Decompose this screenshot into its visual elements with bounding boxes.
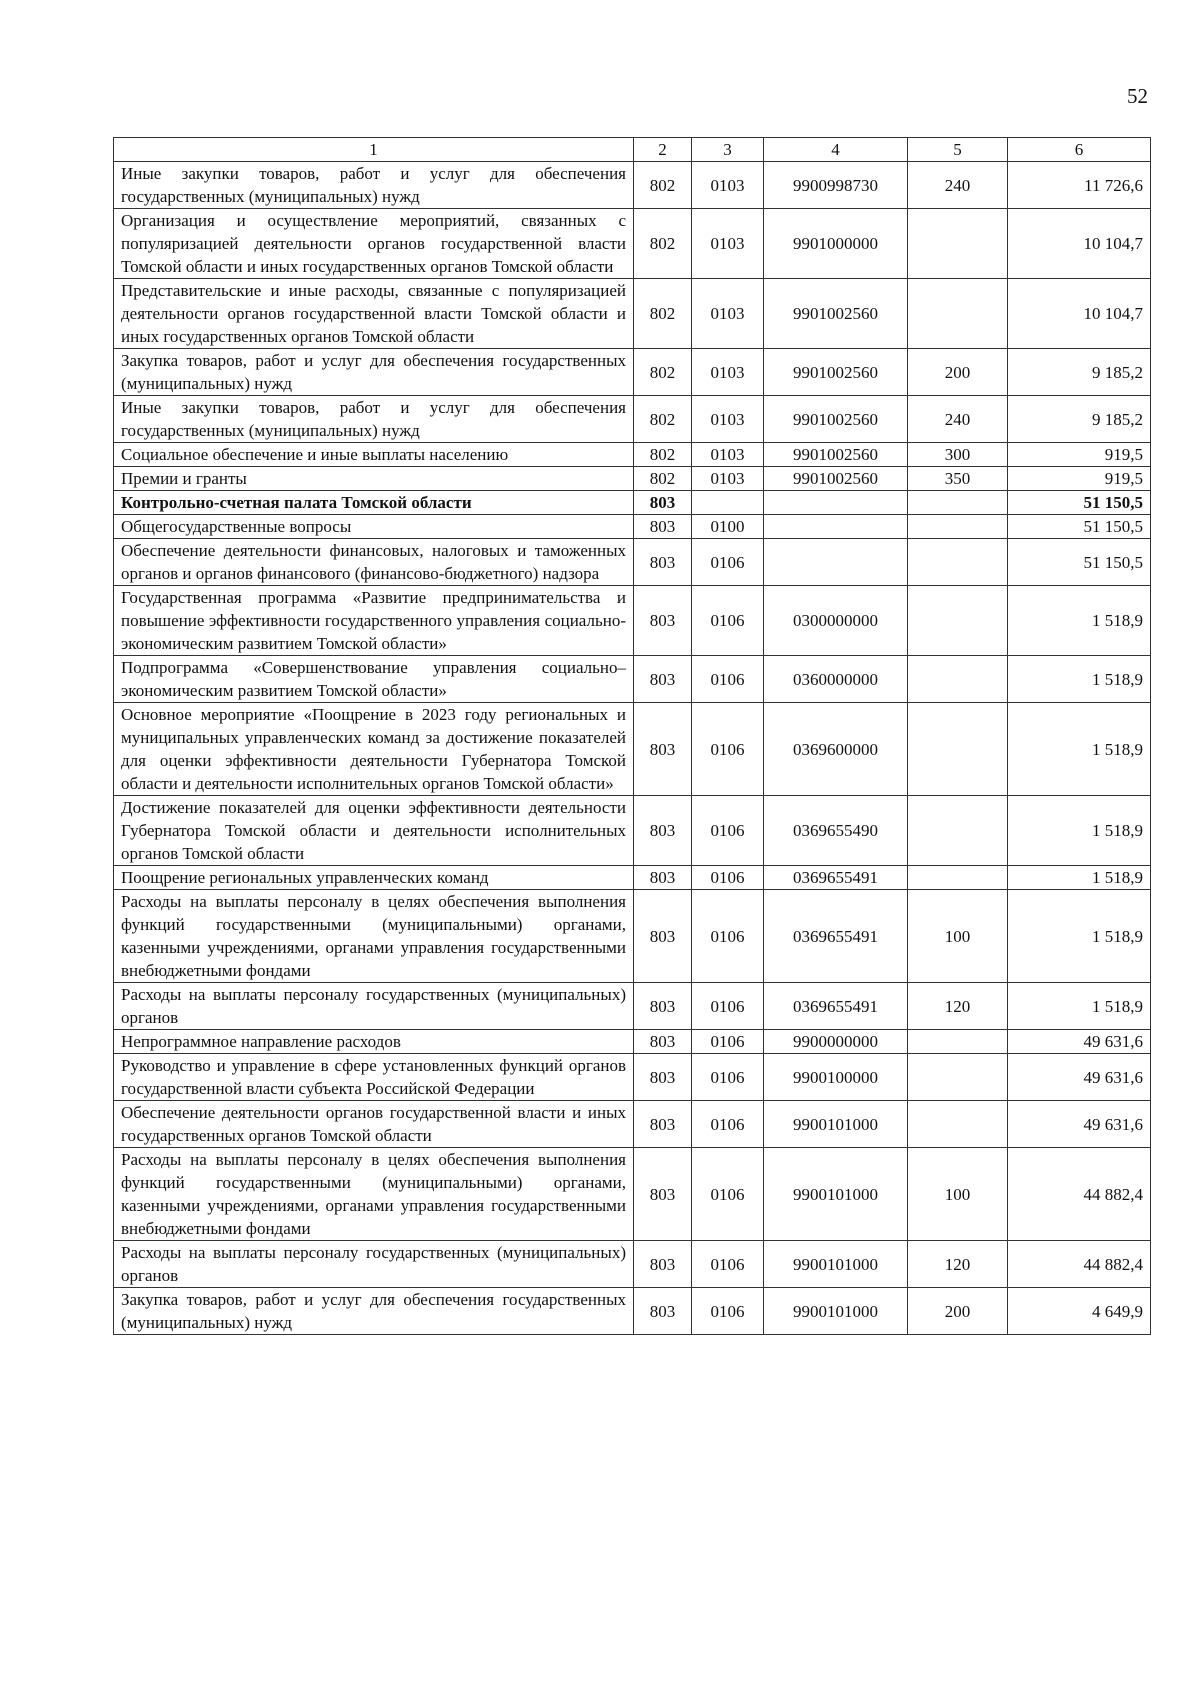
row-target-article: 9900000000 xyxy=(764,1030,908,1054)
row-target-article: 0360000000 xyxy=(764,656,908,703)
row-name: Иные закупки товаров, работ и услуг для обеспечения государственных (муниципальных) нужд xyxy=(114,396,634,443)
table-row xyxy=(114,1241,1151,1288)
row-admin-code: 803 xyxy=(634,796,692,866)
row-section-code: 0106 xyxy=(692,983,764,1030)
row-amount: 1 518,9 xyxy=(1008,890,1151,983)
row-amount: 1 518,9 xyxy=(1008,703,1151,796)
row-admin-code: 802 xyxy=(634,467,692,491)
row-admin-code: 803 xyxy=(634,703,692,796)
row-target-article: 9900101000 xyxy=(764,1288,908,1335)
row-name: Государственная программа «Развитие предпринимательства и повышение эффективности государственного управления социально-экономическим развитием Томской области» xyxy=(114,586,634,656)
row-name: Закупка товаров, работ и услуг для обеспечения государственных (муниципальных) нужд xyxy=(114,1288,634,1335)
row-amount: 44 882,4 xyxy=(1008,1148,1151,1241)
row-expense-type: 120 xyxy=(908,1241,1008,1288)
row-amount: 51 150,5 xyxy=(1008,515,1151,539)
row-admin-code: 802 xyxy=(634,396,692,443)
row-target-article: 9901002560 xyxy=(764,396,908,443)
row-target-article: 9900101000 xyxy=(764,1241,908,1288)
row-expense-type xyxy=(908,586,1008,656)
header-col-5: 5 xyxy=(908,138,1008,162)
row-section-code: 0106 xyxy=(692,1101,764,1148)
row-section-code: 0106 xyxy=(692,1030,764,1054)
page-number: 52 xyxy=(1127,84,1148,108)
row-amount: 1 518,9 xyxy=(1008,983,1151,1030)
row-name: Достижение показателей для оценки эффективности деятельности Губернатора Томской области и деятельности исполнительных органов Томской области xyxy=(114,796,634,866)
row-expense-type: 240 xyxy=(908,396,1008,443)
row-amount: 51 150,5 xyxy=(1008,491,1151,515)
row-name: Иные закупки товаров, работ и услуг для обеспечения государственных (муниципальных) нужд xyxy=(114,162,634,209)
row-section-code: 0106 xyxy=(692,796,764,866)
table-row xyxy=(114,656,1151,703)
row-name: Обеспечение деятельности органов государственной власти и иных государственных органов Томской области xyxy=(114,1101,634,1148)
row-target-article xyxy=(764,539,908,586)
row-expense-type: 200 xyxy=(908,349,1008,396)
row-section-code: 0100 xyxy=(692,515,764,539)
row-name: Закупка товаров, работ и услуг для обеспечения государственных (муниципальных) нужд xyxy=(114,349,634,396)
header-col-6: 6 xyxy=(1008,138,1151,162)
row-section-code: 0106 xyxy=(692,656,764,703)
table-row xyxy=(114,396,1151,443)
row-amount: 1 518,9 xyxy=(1008,586,1151,656)
table-row xyxy=(114,349,1151,396)
row-section-code: 0106 xyxy=(692,539,764,586)
row-admin-code: 802 xyxy=(634,279,692,349)
row-name: Основное мероприятие «Поощрение в 2023 году региональных и муниципальных управленческих команд за достижение показателей для оценки эффективности деятельности Губернатора Томской области и деятельности исполнительных органов Томской области» xyxy=(114,703,634,796)
row-name: Организация и осуществление мероприятий, связанных с популяризацией деятельности органов государственной власти Томской области и иных государственных органов Томской области xyxy=(114,209,634,279)
table-row xyxy=(114,890,1151,983)
table-row xyxy=(114,1054,1151,1101)
row-amount: 919,5 xyxy=(1008,467,1151,491)
row-target-article: 9900998730 xyxy=(764,162,908,209)
row-expense-type: 100 xyxy=(908,890,1008,983)
row-expense-type xyxy=(908,279,1008,349)
row-admin-code: 802 xyxy=(634,443,692,467)
row-expense-type xyxy=(908,539,1008,586)
row-target-article: 9900101000 xyxy=(764,1101,908,1148)
row-amount: 919,5 xyxy=(1008,443,1151,467)
row-expense-type: 240 xyxy=(908,162,1008,209)
row-name: Поощрение региональных управленческих команд xyxy=(114,866,634,890)
row-name: Непрограммное направление расходов xyxy=(114,1030,634,1054)
row-name: Расходы на выплаты персоналу в целях обеспечения выполнения функций государственными (муниципальными) органами, казенными учреждениями, органами управления государственными внебюджетными фондами xyxy=(114,890,634,983)
row-amount: 1 518,9 xyxy=(1008,656,1151,703)
header-col-3: 3 xyxy=(692,138,764,162)
table-row xyxy=(114,491,1151,515)
row-admin-code: 802 xyxy=(634,209,692,279)
row-target-article: 9900101000 xyxy=(764,1148,908,1241)
row-admin-code: 803 xyxy=(634,1148,692,1241)
row-expense-type: 100 xyxy=(908,1148,1008,1241)
table-row xyxy=(114,467,1151,491)
table-row xyxy=(114,1288,1151,1335)
row-name: Обеспечение деятельности финансовых, налоговых и таможенных органов и органов финансового (финансово-бюджетного) надзора xyxy=(114,539,634,586)
row-name: Представительские и иные расходы, связанные с популяризацией деятельности органов государственной власти Томской области и иных государственных органов Томской области xyxy=(114,279,634,349)
row-expense-type xyxy=(908,1030,1008,1054)
table-body xyxy=(114,162,1151,1335)
row-admin-code: 803 xyxy=(634,586,692,656)
row-admin-code: 803 xyxy=(634,515,692,539)
row-name: Расходы на выплаты персоналу государственных (муниципальных) органов xyxy=(114,983,634,1030)
row-target-article: 9900100000 xyxy=(764,1054,908,1101)
row-amount: 9 185,2 xyxy=(1008,396,1151,443)
row-target-article: 9901002560 xyxy=(764,349,908,396)
table-row xyxy=(114,162,1151,209)
row-expense-type: 120 xyxy=(908,983,1008,1030)
row-target-article: 0369600000 xyxy=(764,703,908,796)
budget-table xyxy=(113,137,1151,1335)
table-row xyxy=(114,796,1151,866)
row-expense-type: 200 xyxy=(908,1288,1008,1335)
table-row xyxy=(114,209,1151,279)
row-admin-code: 803 xyxy=(634,1030,692,1054)
row-expense-type xyxy=(908,703,1008,796)
row-admin-code: 803 xyxy=(634,890,692,983)
row-amount: 10 104,7 xyxy=(1008,279,1151,349)
table-row xyxy=(114,443,1151,467)
row-target-article: 9901002560 xyxy=(764,279,908,349)
row-admin-code: 803 xyxy=(634,983,692,1030)
row-target-article: 0369655491 xyxy=(764,890,908,983)
row-section-code: 0106 xyxy=(692,1288,764,1335)
row-admin-code: 803 xyxy=(634,1288,692,1335)
row-amount: 49 631,6 xyxy=(1008,1101,1151,1148)
table-row xyxy=(114,279,1151,349)
header-row xyxy=(114,138,1151,162)
row-admin-code: 802 xyxy=(634,162,692,209)
row-name: Социальное обеспечение и иные выплаты населению xyxy=(114,443,634,467)
row-section-code: 0106 xyxy=(692,1054,764,1101)
header-col-4: 4 xyxy=(764,138,908,162)
row-target-article: 0300000000 xyxy=(764,586,908,656)
row-expense-type xyxy=(908,796,1008,866)
table-row xyxy=(114,539,1151,586)
row-section-code: 0106 xyxy=(692,866,764,890)
row-section-code: 0103 xyxy=(692,209,764,279)
row-amount: 1 518,9 xyxy=(1008,866,1151,890)
row-target-article: 0369655491 xyxy=(764,983,908,1030)
row-admin-code: 803 xyxy=(634,539,692,586)
row-section-code: 0106 xyxy=(692,703,764,796)
row-target-article xyxy=(764,491,908,515)
row-admin-code: 803 xyxy=(634,491,692,515)
row-name: Премии и гранты xyxy=(114,467,634,491)
row-amount: 49 631,6 xyxy=(1008,1030,1151,1054)
table-row xyxy=(114,866,1151,890)
row-section-code: 0103 xyxy=(692,443,764,467)
row-target-article: 9901002560 xyxy=(764,443,908,467)
row-amount: 49 631,6 xyxy=(1008,1054,1151,1101)
row-name: Контрольно-счетная палата Томской области xyxy=(114,491,634,515)
table-row xyxy=(114,1101,1151,1148)
row-section-code: 0103 xyxy=(692,279,764,349)
row-name: Руководство и управление в сфере установленных функций органов государственной власти субъекта Российской Федерации xyxy=(114,1054,634,1101)
row-name: Расходы на выплаты персоналу в целях обеспечения выполнения функций государственными (муниципальными) органами, казенными учреждениями, органами управления государственными внебюджетными фондами xyxy=(114,1148,634,1241)
row-admin-code: 802 xyxy=(634,349,692,396)
row-admin-code: 803 xyxy=(634,866,692,890)
row-target-article: 9901000000 xyxy=(764,209,908,279)
row-amount: 1 518,9 xyxy=(1008,796,1151,866)
row-amount: 9 185,2 xyxy=(1008,349,1151,396)
row-amount: 44 882,4 xyxy=(1008,1241,1151,1288)
header-col-2: 2 xyxy=(634,138,692,162)
table-row xyxy=(114,515,1151,539)
table-row xyxy=(114,983,1151,1030)
row-expense-type xyxy=(908,515,1008,539)
row-section-code: 0106 xyxy=(692,586,764,656)
row-name: Расходы на выплаты персоналу государственных (муниципальных) органов xyxy=(114,1241,634,1288)
row-admin-code: 803 xyxy=(634,1241,692,1288)
row-section-code xyxy=(692,491,764,515)
row-expense-type xyxy=(908,866,1008,890)
row-amount: 51 150,5 xyxy=(1008,539,1151,586)
table-row xyxy=(114,1148,1151,1241)
row-section-code: 0106 xyxy=(692,1148,764,1241)
row-expense-type: 300 xyxy=(908,443,1008,467)
row-name: Подпрограмма «Совершенствование управления социально–экономическим развитием Томской области» xyxy=(114,656,634,703)
row-expense-type xyxy=(908,656,1008,703)
row-target-article: 9901002560 xyxy=(764,467,908,491)
row-section-code: 0106 xyxy=(692,890,764,983)
table-row xyxy=(114,1030,1151,1054)
row-section-code: 0103 xyxy=(692,396,764,443)
row-section-code: 0103 xyxy=(692,162,764,209)
row-expense-type xyxy=(908,491,1008,515)
row-target-article: 0369655491 xyxy=(764,866,908,890)
row-section-code: 0106 xyxy=(692,1241,764,1288)
row-expense-type xyxy=(908,1101,1008,1148)
row-target-article xyxy=(764,515,908,539)
row-target-article: 0369655490 xyxy=(764,796,908,866)
row-name: Общегосударственные вопросы xyxy=(114,515,634,539)
row-admin-code: 803 xyxy=(634,1101,692,1148)
row-expense-type xyxy=(908,1054,1008,1101)
row-amount: 10 104,7 xyxy=(1008,209,1151,279)
header-col-1: 1 xyxy=(114,138,634,162)
row-section-code: 0103 xyxy=(692,349,764,396)
row-amount: 4 649,9 xyxy=(1008,1288,1151,1335)
row-amount: 11 726,6 xyxy=(1008,162,1151,209)
row-admin-code: 803 xyxy=(634,1054,692,1101)
row-expense-type: 350 xyxy=(908,467,1008,491)
table-row xyxy=(114,703,1151,796)
row-section-code: 0103 xyxy=(692,467,764,491)
row-expense-type xyxy=(908,209,1008,279)
row-admin-code: 803 xyxy=(634,656,692,703)
table-row xyxy=(114,586,1151,656)
